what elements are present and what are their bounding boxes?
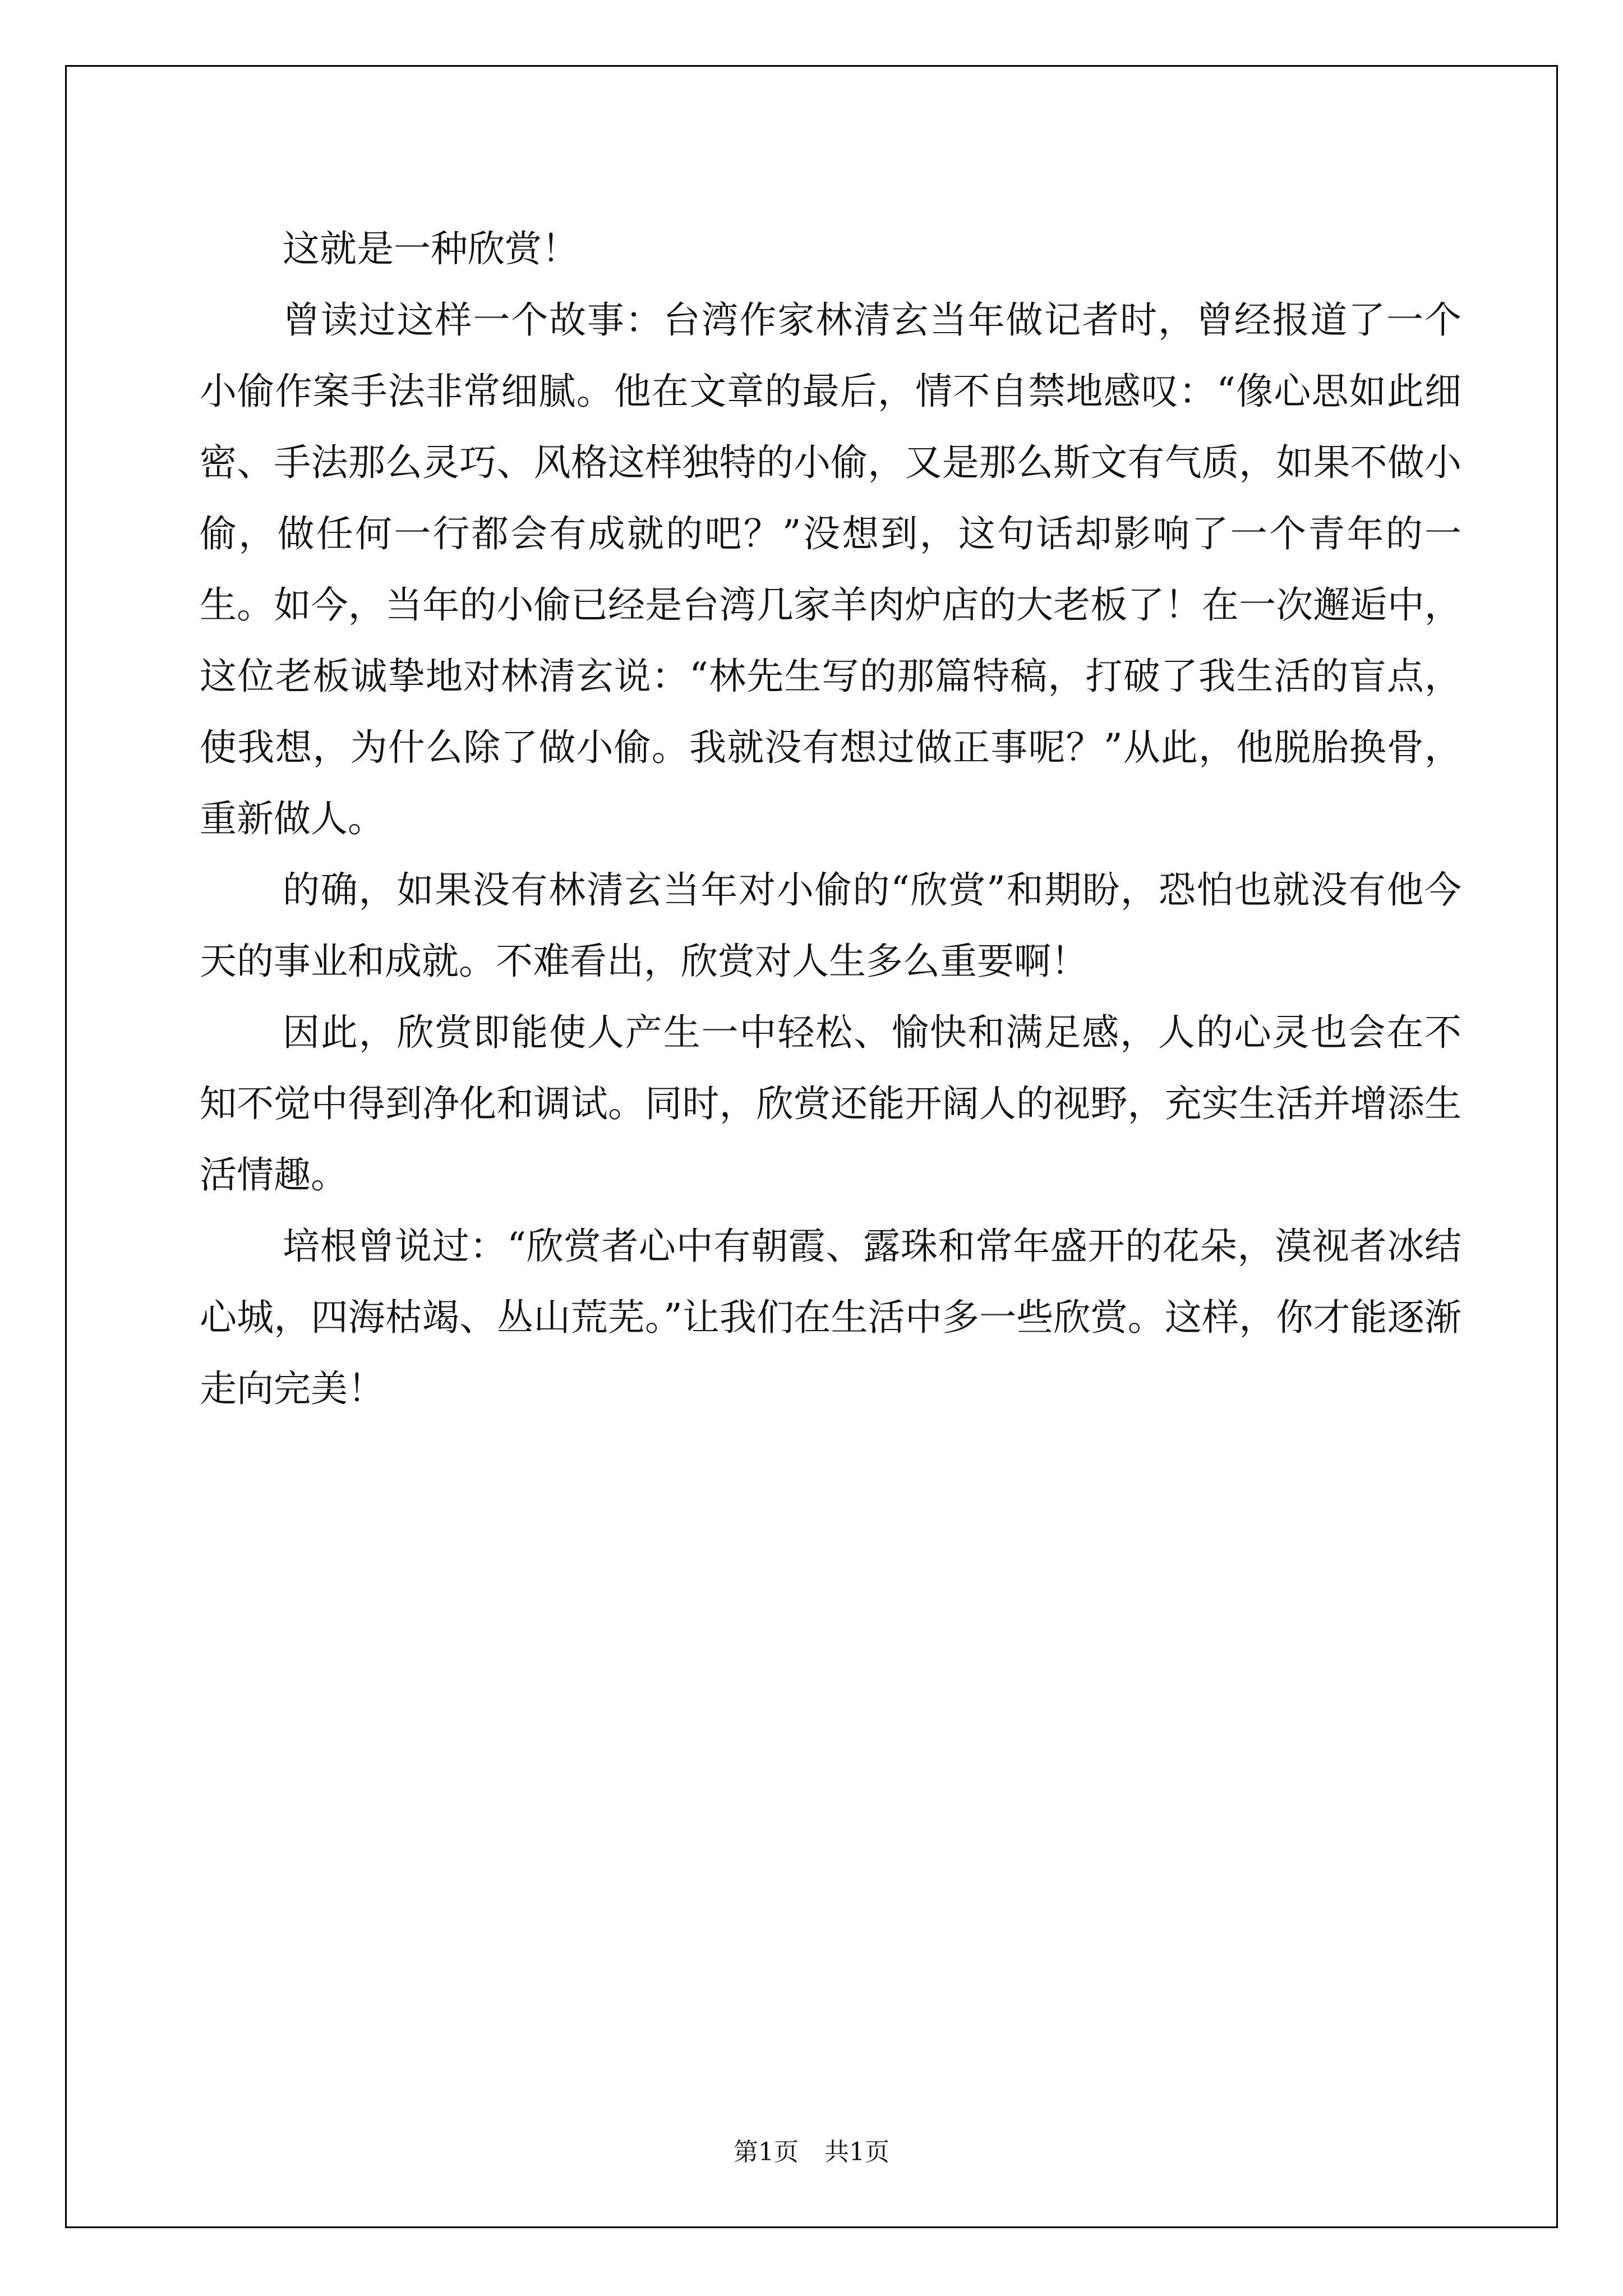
paragraph-2: 曾读过这样一个故事：台湾作家林清玄当年做记者时，曾经报道了一个小偷作案手法非常细腻。他在文章的最后，情不自禁地感叹：“像心思如此细密、手法那么灵巧、风格这样独特的小偷，又是那么斯文有气质，如果不做小偷，做任何一行都会有成就的吧？”没想到，这句话却影响了一个青年的一生。如今，当年的小偷已经是台湾几家羊肉炉店的大老板了！在一次邂逅中，这位老板诚挚地对林清玄说：“林先生写的那篇特稿，打破了我生活的盲点，使我想，为什么除了做小偷。我就没有想过做正事呢？”从此，他脱胎换骨，重新做人。	[200, 298, 1461, 840]
paragraph-5: 培根曾说过：“欣赏者心中有朝霞、露珠和常年盛开的花朵，漠视者冰结心城，四海枯竭、丛山荒芜。”让我们在生活中多一些欣赏。这样，你才能逐渐走向完美！	[200, 1225, 1461, 1410]
paragraph-3: 的确，如果没有林清玄当年对小偷的“欣赏”和期盼，恐怕也就没有他今天的事业和成就。不难看出，欣赏对人生多么重要啊！	[200, 868, 1461, 983]
page-footer	[0, 2132, 1623, 2168]
paragraph-4: 因此，欣赏即能使人产生一中轻松、愉快和满足感，人的心灵也会在不知不觉中得到净化和调试。同时，欣赏还能开阔人的视野，充实生活并增添生活情趣。	[200, 1011, 1461, 1197]
page-total: 共1页	[824, 2138, 889, 2166]
page-number: 第1页	[734, 2138, 799, 2166]
paragraph-1: 这就是一种欣赏！	[283, 227, 579, 270]
document-body	[200, 213, 1461, 1424]
